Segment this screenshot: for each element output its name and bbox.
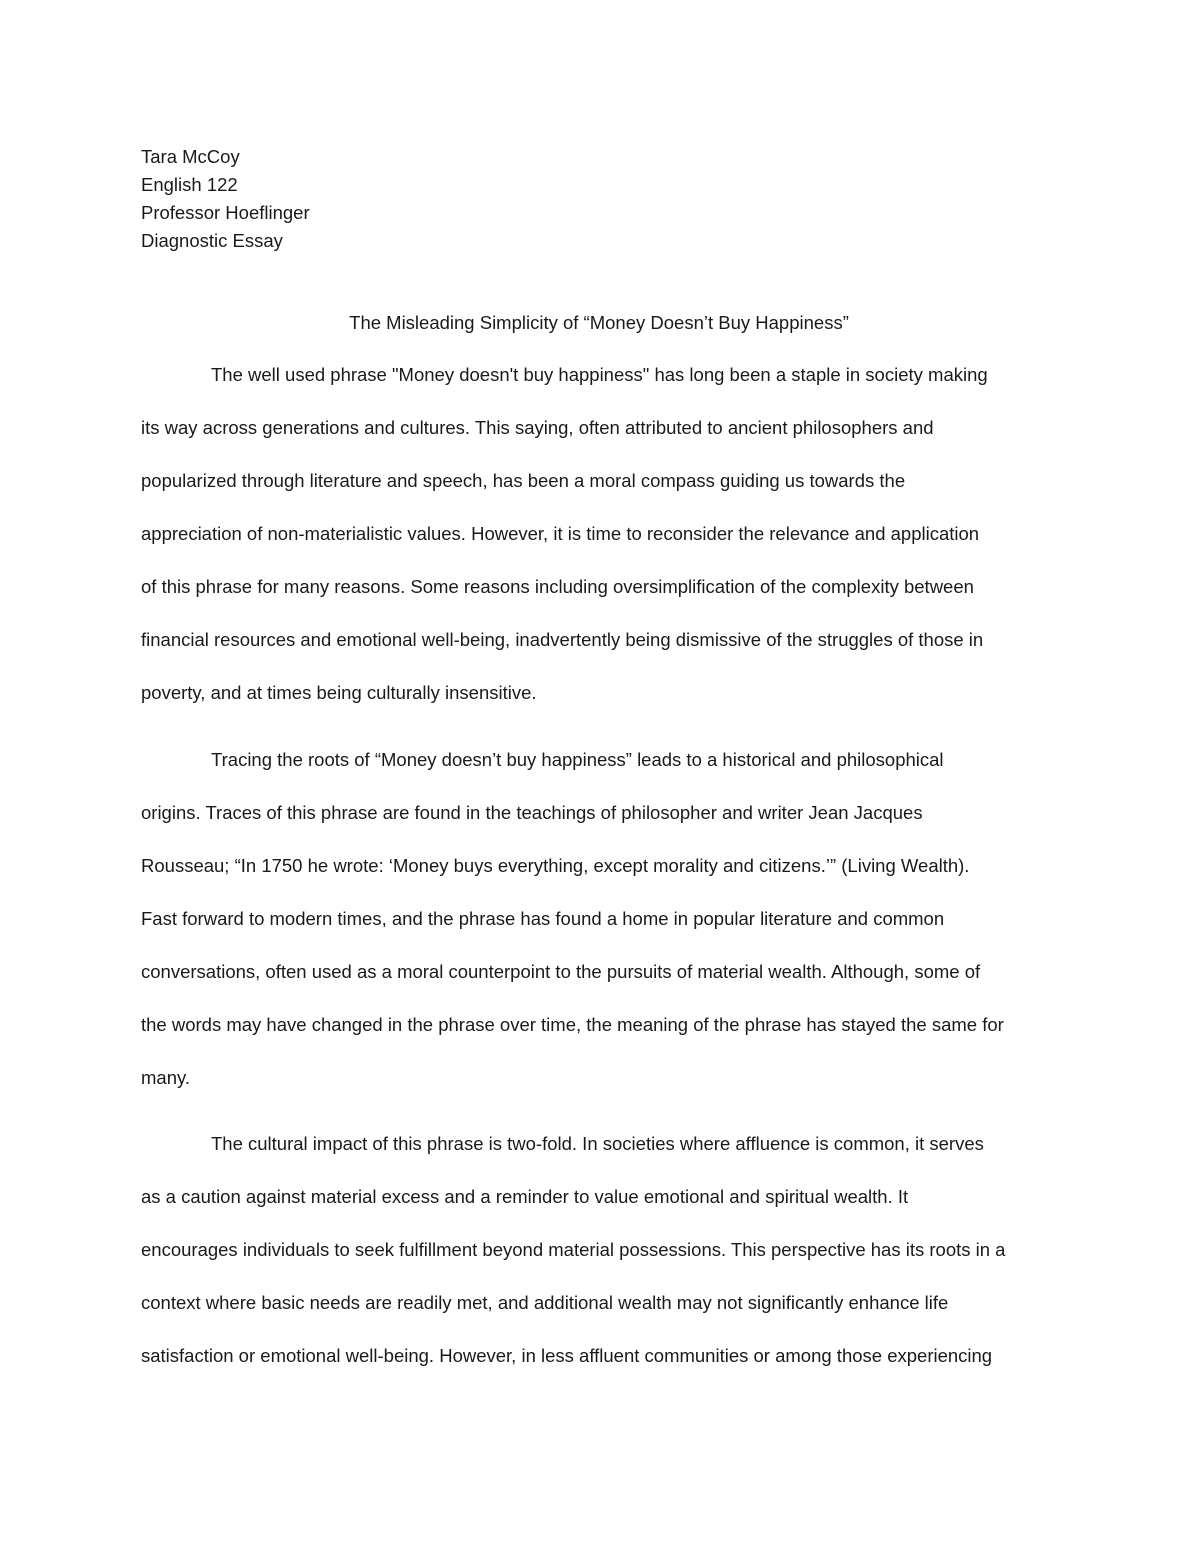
paragraph-line: context where basic needs are readily met, and additional wealth may not significantly enhance life [141,1292,949,1313]
course-name: English 122 [141,174,238,195]
paragraph-line: poverty, and at times being culturally insensitive. [141,682,537,703]
essay-header [141,143,741,255]
paragraph-line: many. [141,1067,191,1088]
essay-title: The Misleading Simplicity of “Money Doesn’t Buy Happiness” [349,312,849,333]
paragraph-line: origins. Traces of this phrase are found in the teachings of philosopher and writer Jean Jacques [141,802,923,823]
paragraph-line: popularized through literature and speech, has been a moral compass guiding us towards the [141,470,906,491]
assignment-name: Diagnostic Essay [141,230,283,251]
paragraph-line: the words may have changed in the phrase over time, the meaning of the phrase has stayed the same for [141,1014,1004,1035]
paragraph-1 [141,361,1057,732]
paragraph-line: of this phrase for many reasons. Some reasons including oversimplification of the complexity between [141,576,974,597]
paragraph-line: The cultural impact of this phrase is two-fold. In societies where affluence is common, it serves [211,1133,984,1154]
author-name: Tara McCoy [141,146,240,167]
paragraph-line: conversations, often used as a moral counterpoint to the pursuits of material wealth. Although, some of [141,961,981,982]
paragraph-line: The well used phrase "Money doesn't buy happiness" has long been a staple in society making [211,364,988,385]
professor-name: Professor Hoeflinger [141,202,310,223]
paragraph-line: appreciation of non-materialistic values. However, it is time to reconsider the relevance and application [141,523,980,544]
paragraph-line: its way across generations and cultures. This saying, often attributed to ancient philosophers and [141,417,934,438]
paragraph-line: Rousseau; “In 1750 he wrote: ‘Money buys everything, except morality and citizens.’” (Living Wealth). [141,855,970,876]
paragraph-2 [141,746,1057,1117]
paragraph-line: encourages individuals to seek fulfillment beyond material possessions. This perspective has its roots in a [141,1239,1006,1260]
paragraph-line: as a caution against material excess and a reminder to value emotional and spiritual wealth. It [141,1186,909,1207]
paragraph-3 [141,1130,1057,1395]
paragraph-line: satisfaction or emotional well-being. However, in less affluent communities or among those experiencing [141,1345,993,1366]
paragraph-line: Fast forward to modern times, and the phrase has found a home in popular literature and common [141,908,945,929]
paragraph-line: financial resources and emotional well-being, inadvertently being dismissive of the struggles of those in [141,629,984,650]
paragraph-line: Tracing the roots of “Money doesn’t buy happiness” leads to a historical and philosophical [211,749,944,770]
